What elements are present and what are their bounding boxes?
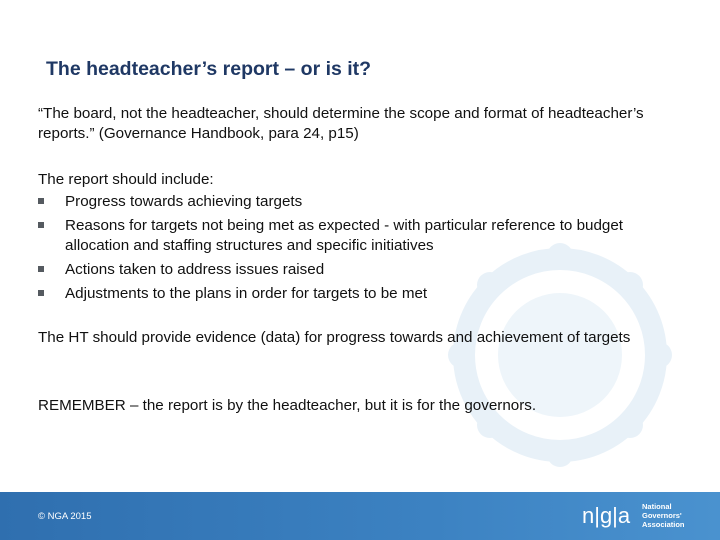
bullet-icon: [38, 290, 44, 296]
evidence-paragraph: The HT should provide evidence (data) for progress towards and achievement of targets: [38, 329, 631, 346]
remember-text-2: the headteacher, but it is: [243, 397, 418, 414]
logo-line-1: National: [642, 502, 672, 511]
copyright-text: © NGA 2015: [38, 511, 92, 522]
nga-logo-mark: n|g|a: [582, 503, 631, 528]
remember-by: by: [227, 397, 244, 414]
nga-logo-words: [642, 502, 685, 529]
bullet-icon: [38, 198, 44, 204]
list-item: [38, 192, 688, 212]
list-item: [38, 284, 688, 304]
bullet-list: [38, 192, 688, 304]
remember-text-3: the governors.: [434, 397, 537, 414]
footer-bar: [0, 492, 720, 540]
nga-logo: [582, 499, 712, 533]
remember-text-1: REMEMBER – the report is: [38, 397, 228, 414]
list-intro: The report should include:: [38, 171, 214, 188]
logo-line-2: Governors': [642, 511, 682, 520]
remember-paragraph: [38, 396, 688, 416]
list-item-text: Adjustments to the plans in order for targets to be met: [65, 285, 428, 302]
list-item-text: Reasons for targets not being met as expected - with particular reference to budget allocation and staffing structures and specific initiatives: [65, 217, 624, 254]
list-item: [38, 260, 688, 280]
handbook-quote: “The board, not the headteacher, should determine the scope and format of headteacher’s reports.” (Governance Handbook, para 24, p15): [38, 105, 644, 142]
bullet-icon: [38, 266, 44, 272]
slide-body: [38, 104, 688, 416]
list-item-text: Actions taken to address issues raised: [65, 261, 325, 278]
bullet-icon: [38, 222, 44, 228]
remember-for: for: [417, 397, 435, 414]
logo-line-3: Association: [642, 520, 685, 529]
slide-title: The headteacher’s report – or is it?: [46, 58, 372, 80]
list-item: [38, 216, 688, 256]
list-item-text: Progress towards achieving targets: [65, 193, 303, 210]
